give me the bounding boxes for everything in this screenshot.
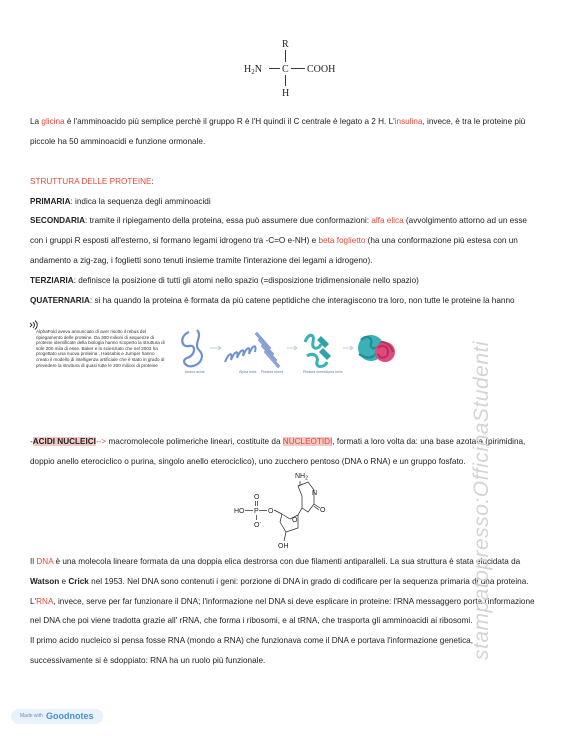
glicina-term: glicina bbox=[41, 117, 65, 126]
acidi-nucleici-heading: ACIDI NUCLEICI bbox=[32, 437, 96, 446]
intro-line-1: La glicina è l'amminoacido più semplice perchè il gruppo R è l'H quindi il C centrale è legato a 2 H. L'insulina, invece, è tra le proteine più bbox=[30, 117, 526, 126]
formula-hydrogen: H bbox=[282, 88, 290, 98]
glycine-formula bbox=[238, 36, 348, 98]
dna-line-5: Il primo acido nucleico si pensa fosse RNA (mondo a RNA) che funzionava come il DNA e portava l'informazione genetica, bbox=[30, 636, 473, 645]
formula-phosphorus: P bbox=[254, 508, 259, 515]
caption-pleated-sheet-1: Pleated sheet bbox=[261, 370, 283, 374]
beta-foglietto-term: beta foglietto bbox=[318, 236, 366, 245]
nucleotide-formula bbox=[228, 468, 348, 552]
dna-term: DNA bbox=[36, 557, 54, 566]
dna-line-6: successivamente si è sdoppiato: RNA ha un ruolo più funzionale. bbox=[30, 656, 266, 665]
primaria-line: PRIMARIA: indica la sequenza degli amminoacidi bbox=[30, 197, 211, 206]
arrow-2 bbox=[287, 346, 297, 350]
goodnotes-logo: Goodnotes bbox=[46, 711, 94, 721]
dna-line-3: L'RNA, invece, serve per far funzionare il DNA; l'informazione nel DNA si deve esplicare in proteine: l'RNA messaggero porta l'informazione bbox=[30, 597, 535, 606]
alphafold-note: AlphaFold aveva annunciato di aver risolto il rebus del ripiegamento delle proteine. Da 300 milioni di sequenze di proteine identificate della biologia hanno scoperto la struttura di sole 200 mila di esse. Baker e lo scienziato che nel 2003 ha progettato una nuova proteina , Hassabis e Jumper hanno creato il modello di intelligenza artificiale che è stato in grado di prevedere la struttura di quasi tutte le 200 milioni di proteine bbox=[36, 329, 165, 368]
nucleotidi-term: NUCLEOTIDI bbox=[282, 437, 333, 446]
rna-term: RNA bbox=[36, 597, 54, 606]
arrow-1 bbox=[210, 346, 221, 350]
dna-line-2: Watson e Crick nel 1953. Nel DNA sono contenuti i geni: porzione di DNA in grado di codificare per la sequenza primaria di una proteina. bbox=[30, 577, 529, 586]
formula-3-hydroxyl: OH bbox=[278, 543, 289, 550]
formula-r: R bbox=[282, 39, 289, 50]
intro-line-2: piccole ha 50 amminoacidi e funzione ormonale. bbox=[30, 137, 206, 146]
formula-phosphate-oxygen: O bbox=[254, 494, 260, 501]
formula-amino-group: $NH_2$ bbox=[295, 473, 308, 482]
terziaria-line: TERZIARIA: definisce la posizione di tutti gli atomi nello spazio (=disposizione tridimensionale nello spazio) bbox=[30, 276, 419, 285]
formula-keto-oxygen: O bbox=[320, 507, 326, 514]
watermark: stampatopresso:OfficinaStudenti bbox=[470, 341, 493, 660]
formula-amine: $H_2N$ bbox=[244, 64, 262, 76]
insulina-term: insulina bbox=[394, 117, 423, 126]
secondaria-line-3: andamento a zig-zag, i foglietti sono tenuti insieme tramite l'interazione dei legami a idrogeno). bbox=[30, 256, 373, 265]
formula-phosphate-anion: O- bbox=[254, 520, 262, 529]
caption-alpha-helix-1: Alpha helix bbox=[239, 370, 257, 374]
formula-ring-oxygen: O bbox=[292, 517, 298, 524]
alfa-elica-term: alfa elica bbox=[371, 216, 404, 225]
arrow-3 bbox=[343, 346, 353, 350]
formula-ring-nitrogen: N bbox=[312, 490, 318, 497]
alpha-helix-1 bbox=[225, 346, 256, 362]
secondaria-line-1: SECONDARIA: tramite il ripiegamento della proteina, essa può assumere due conformazioni: alfa elica (avvolgimento attorno ad un esse bbox=[30, 216, 527, 225]
dna-line-4: nel DNA che poi viene tradotta grazie all' rRNA, che forma i ribosomi, e al tRNA, che trasporta gli amminoacidi ai ribosomi. bbox=[30, 616, 473, 625]
secondaria-line-2: con i gruppi R esposti all'esterno, si formano legami idrogeno tra -C=O e-NH) e beta foglietto (ha una conformazione più estesa con un bbox=[30, 236, 518, 245]
amino-acid-chain bbox=[182, 330, 202, 366]
pleated-sheet-1 bbox=[255, 332, 280, 368]
formula-carbon: C bbox=[282, 64, 289, 75]
formula-hydroxyl: HO bbox=[234, 508, 245, 515]
acidi-nucleici-line-1: -ACIDI NUCLEICI--> macromolecole polimeriche lineari, costituite da NUCLEOTIDI, formati a loro volta da: una base azotata (pirimidina, bbox=[30, 437, 526, 446]
caption-amino-acids: Amino acids bbox=[185, 370, 205, 374]
formula-carboxyl: COOH bbox=[307, 64, 336, 75]
caption-pleated-sheet-2: Pleated sheet bbox=[303, 370, 325, 374]
protein-folding-diagram bbox=[175, 322, 405, 382]
made-with-label: Made with bbox=[20, 713, 43, 719]
quaternary-structure bbox=[358, 335, 395, 362]
dna-line-1: Il DNA è una molecola lineare formata da una doppia elica destrorsa con due filamenti antiparalleli. La sua struttura è stata elucidata da bbox=[30, 557, 521, 566]
formula-bridge-oxygen: O bbox=[268, 508, 274, 515]
structure-heading: STRUTTURA DELLE PROTEINE: bbox=[30, 177, 154, 186]
caption-alpha-helix-2: Alpha helix bbox=[325, 370, 343, 374]
tertiary-structure bbox=[305, 335, 331, 366]
goodnotes-badge[interactable] bbox=[11, 709, 103, 724]
quaternaria-line: QUATERNARIA: si ha quando la proteina è formata da più catene peptidiche che interagiscono tra loro, non tutte le proteine la hanno bbox=[30, 296, 515, 305]
acidi-nucleici-line-2: doppio anello eterociclico o purina, singolo anello eterociclico), uno zucchero pentoso (DNA o RNA) e un gruppo fosfato. bbox=[30, 457, 466, 466]
